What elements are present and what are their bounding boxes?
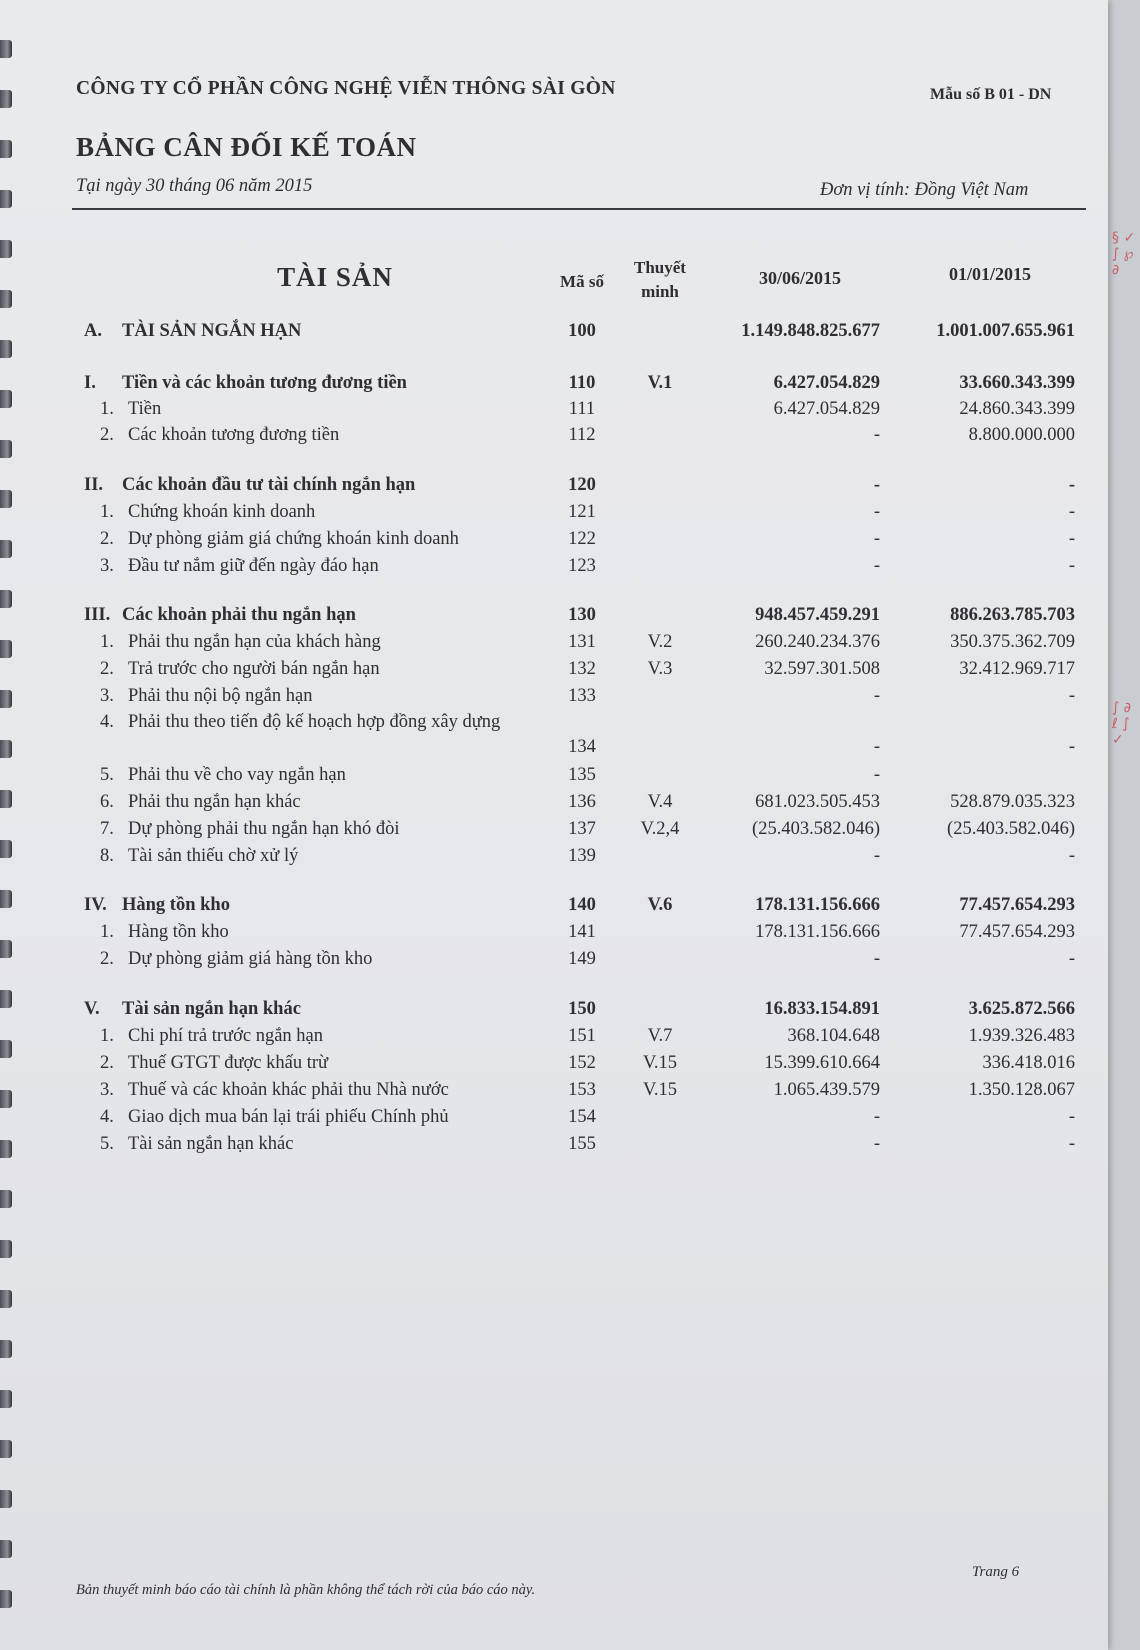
row-value-period-2: 3.625.872.566 [968, 999, 1075, 1019]
row-label [100, 708, 520, 736]
row-code: 139 [568, 846, 596, 866]
row-code: 131 [568, 632, 596, 652]
row-value-period-1: 1.149.848.825.677 [741, 321, 880, 341]
footer-note: Bản thuyết minh báo cáo tài chính là phần không thể tách rời của báo cáo này. [76, 1582, 536, 1598]
row-value-period-2: 886.263.785.703 [950, 605, 1075, 625]
row-number: 2. [100, 425, 114, 445]
row-label-text: Dự phòng giảm giá hàng tồn kho [128, 949, 373, 969]
row-value-period-1: - [873, 425, 880, 445]
row-value-period-2: 336.418.016 [982, 1053, 1075, 1073]
row-label [100, 1131, 293, 1157]
row-code: 121 [568, 502, 596, 522]
row-number: IV. [84, 895, 107, 915]
row-value-period-2: 24.860.343.399 [959, 399, 1075, 419]
row-label [100, 762, 346, 788]
row-code: 122 [568, 529, 596, 549]
row-label-text: Tiền và các khoản tương đương tiền [122, 373, 407, 393]
row-label-text: Tài sản thiếu chờ xử lý [128, 846, 299, 866]
row-value-period-1: - [873, 529, 880, 549]
row-label-text: Hàng tồn kho [122, 895, 230, 915]
row-value-period-1: - [873, 686, 880, 706]
row-value-period-2: - [1068, 846, 1075, 866]
row-label-text: Chứng khoán kinh doanh [128, 502, 316, 522]
row-value-period-2: 1.939.326.483 [968, 1026, 1075, 1046]
row-value-period-2: 1.350.128.067 [968, 1080, 1075, 1100]
row-value-period-1: 178.131.156.666 [755, 895, 880, 915]
row-number: 3. [100, 1080, 114, 1100]
row-label-text: Dự phòng giảm giá chứng khoán kinh doanh [128, 529, 459, 549]
row-label [84, 892, 230, 918]
row-label [100, 1050, 328, 1076]
report-date: Tại ngày 30 tháng 06 năm 2015 [76, 176, 313, 196]
row-value-period-1: 260.240.234.376 [755, 632, 880, 652]
column-header-period-2: 01/01/2015 [948, 264, 1031, 284]
row-value-period-2: (25.403.582.046) [947, 819, 1075, 839]
row-label-text: Trả trước cho người bán ngắn hạn [128, 659, 380, 679]
row-value-period-1: 15.399.610.664 [764, 1053, 880, 1073]
row-value-period-1: - [873, 737, 880, 757]
row-label-text: Các khoản phải thu ngắn hạn [122, 605, 356, 625]
row-label-text: Thuế và các khoản khác phải thu Nhà nước [128, 1080, 449, 1100]
row-code: 100 [568, 321, 596, 341]
row-label [84, 472, 415, 498]
row-value-period-2: - [1068, 1134, 1075, 1154]
row-number: 1. [100, 399, 114, 419]
row-number: 5. [100, 1134, 114, 1154]
row-label [100, 629, 381, 655]
row-label-text: TÀI SẢN NGẮN HẠN [122, 321, 302, 341]
row-code: 150 [568, 999, 596, 1019]
row-value-period-2: - [1068, 502, 1075, 522]
row-label [100, 553, 379, 579]
row-label-text: Phải thu nội bộ ngắn hạn [128, 686, 313, 706]
row-label [100, 1077, 449, 1103]
row-value-period-2: - [1068, 686, 1075, 706]
row-value-period-2: 8.800.000.000 [968, 425, 1075, 445]
row-value-period-2: 77.457.654.293 [959, 922, 1075, 942]
row-label [100, 919, 229, 945]
row-number: V. [84, 999, 100, 1019]
row-note: V.6 [647, 895, 673, 915]
row-number: 6. [100, 792, 114, 812]
row-label [100, 843, 298, 869]
row-note: V.2 [647, 632, 673, 652]
row-value-period-2: - [1068, 1107, 1075, 1127]
row-label-text: Đầu tư nắm giữ đến ngày đáo hạn [128, 556, 379, 576]
currency-unit: Đơn vị tính: Đồng Việt Nam [820, 180, 1029, 200]
row-number: 5. [100, 765, 114, 785]
row-number: 1. [100, 922, 114, 942]
row-label [84, 996, 301, 1022]
row-value-period-1: 16.833.154.891 [764, 999, 880, 1019]
row-code: 152 [568, 1053, 596, 1073]
row-code: 120 [568, 475, 596, 495]
row-value-period-1: - [873, 475, 880, 495]
row-label-text: Giao dịch mua bán lại trái phiếu Chính phủ [128, 1107, 449, 1127]
row-value-period-2: - [1068, 949, 1075, 969]
row-code: 112 [568, 425, 596, 445]
column-header-note: Thuyết minh [634, 258, 686, 301]
row-value-period-1: 948.457.459.291 [755, 605, 880, 625]
row-code: 153 [568, 1080, 596, 1100]
row-value-period-2: 1.001.007.655.961 [936, 321, 1075, 341]
row-code: 141 [568, 922, 596, 942]
row-value-period-2: - [1068, 737, 1075, 757]
row-number: 1. [100, 632, 114, 652]
row-value-period-1: - [873, 846, 880, 866]
row-code: 151 [568, 1026, 596, 1046]
row-value-period-1: 368.104.648 [787, 1026, 880, 1046]
row-value-period-2: - [1068, 529, 1075, 549]
row-number: 8. [100, 846, 114, 866]
row-number: 3. [100, 556, 114, 576]
row-number: 2. [100, 529, 114, 549]
row-label-text: Dự phòng phải thu ngắn hạn khó đòi [128, 819, 400, 839]
row-label [84, 318, 301, 344]
row-note: V.4 [647, 792, 673, 812]
row-label [100, 422, 339, 448]
row-label-text: Các khoản đầu tư tài chính ngắn hạn [122, 475, 416, 495]
row-label-text: Phải thu ngắn hạn khác [128, 792, 301, 812]
row-number: II. [84, 475, 104, 495]
row-value-period-1: 32.597.301.508 [764, 659, 880, 679]
row-number: 4. [100, 712, 114, 732]
row-number: 1. [100, 1026, 114, 1046]
page-number: Trang 6 [972, 1564, 1020, 1580]
row-label [84, 370, 407, 396]
row-note: V.2,4 [640, 819, 680, 839]
row-label [100, 1023, 323, 1049]
row-number: I. [84, 373, 96, 393]
row-code: 140 [568, 895, 596, 915]
row-value-period-2: 350.375.362.709 [950, 632, 1075, 652]
row-code: 149 [568, 949, 596, 969]
row-label [100, 656, 380, 682]
row-label-text: Phải thu ngắn hạn của khách hàng [128, 632, 381, 652]
row-label-text: Các khoản tương đương tiền [128, 425, 340, 445]
row-value-period-2: 77.457.654.293 [959, 895, 1075, 915]
column-header-code: Mã số [560, 272, 604, 291]
row-label [100, 499, 315, 525]
row-label-text: Phải thu về cho vay ngắn hạn [128, 765, 346, 785]
row-value-period-1: 6.427.054.829 [773, 373, 880, 393]
stamp-mark: § ✓ ∫ ℘ ∂ [1112, 230, 1136, 278]
row-code: 135 [568, 765, 596, 785]
row-value-period-1: - [873, 949, 880, 969]
row-code: 155 [568, 1134, 596, 1154]
row-number: 3. [100, 686, 114, 706]
row-label [100, 1104, 449, 1130]
row-number: 7. [100, 819, 114, 839]
document-title: BẢNG CÂN ĐỐI KẾ TOÁN [76, 132, 417, 162]
row-code: 134 [568, 737, 596, 757]
row-label [100, 816, 400, 842]
row-value-period-1: 681.023.505.453 [755, 792, 880, 812]
row-label [100, 946, 372, 972]
row-label [84, 602, 356, 628]
row-code: 111 [568, 399, 596, 419]
row-value-period-1: 1.065.439.579 [773, 1080, 880, 1100]
row-code: 130 [568, 605, 596, 625]
row-value-period-2: 528.879.035.323 [950, 792, 1075, 812]
row-label-text: Phải thu theo tiến độ kế hoạch hợp đồng xây dựng [128, 712, 501, 732]
column-header-period-1: 30/06/2015 [758, 268, 841, 288]
row-value-period-1: (25.403.582.046) [752, 819, 880, 839]
row-code: 136 [568, 792, 596, 812]
row-label-text: Tài sản ngắn hạn khác [122, 999, 301, 1019]
row-label [100, 526, 459, 552]
row-value-period-1: - [873, 765, 880, 785]
row-code: 123 [568, 556, 596, 576]
row-value-period-2: - [1068, 475, 1075, 495]
row-code: 110 [568, 373, 596, 393]
row-number: A. [84, 321, 102, 341]
row-label [100, 396, 161, 422]
company-name: CÔNG TY CỔ PHẦN CÔNG NGHỆ VIỄN THÔNG SÀI GÒN [76, 78, 616, 99]
row-note: V.1 [647, 373, 673, 393]
row-label-text: Tài sản ngắn hạn khác [128, 1134, 294, 1154]
row-value-period-2: 32.412.969.717 [959, 659, 1075, 679]
row-value-period-1: - [873, 1107, 880, 1127]
row-number: 2. [100, 659, 114, 679]
form-code: Mẫu số B 01 - DN [930, 86, 1052, 103]
row-code: 132 [568, 659, 596, 679]
column-header-asset: TÀI SẢN [277, 262, 393, 292]
row-label [100, 789, 301, 815]
row-value-period-1: - [873, 502, 880, 522]
row-note: V.15 [642, 1053, 678, 1073]
row-label [100, 683, 312, 709]
row-label-text: Chi phí trả trước ngắn hạn [128, 1026, 323, 1046]
row-note: V.7 [647, 1026, 673, 1046]
row-label-text: Tiền [128, 399, 162, 419]
row-note: V.3 [647, 659, 673, 679]
row-value-period-1: 6.427.054.829 [773, 399, 880, 419]
row-value-period-2: - [1068, 556, 1075, 576]
row-label-text: Hàng tồn kho [128, 922, 229, 942]
row-code: 154 [568, 1107, 596, 1127]
row-code: 133 [568, 686, 596, 706]
row-code: 137 [568, 819, 596, 839]
row-value-period-1: - [873, 1134, 880, 1154]
row-label-text: Thuế GTGT được khấu trừ [128, 1053, 329, 1073]
row-note: V.15 [642, 1080, 678, 1100]
row-number: 2. [100, 1053, 114, 1073]
row-value-period-1: - [873, 556, 880, 576]
signature-mark: ∫ ∂ ℓ ∫ ✓ [1112, 700, 1131, 748]
row-number: 2. [100, 949, 114, 969]
row-value-period-2: 33.660.343.399 [959, 373, 1075, 393]
row-value-period-1: 178.131.156.666 [755, 922, 880, 942]
row-number: III. [84, 605, 111, 625]
row-number: 1. [100, 502, 114, 522]
row-number: 4. [100, 1107, 114, 1127]
